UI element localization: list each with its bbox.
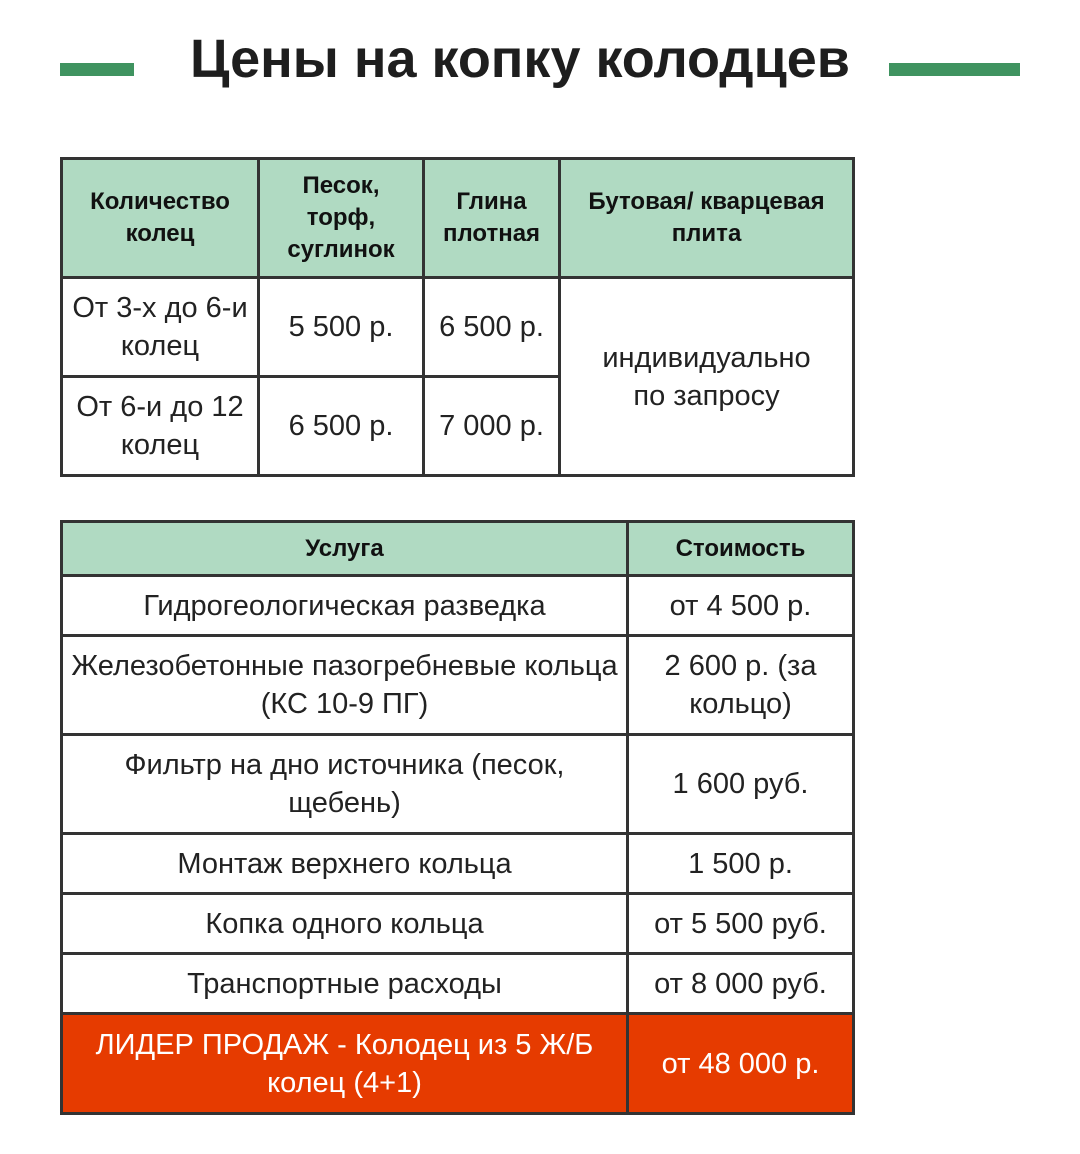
service-cost: от 5 500 руб.	[628, 894, 854, 954]
table-row	[62, 954, 854, 1014]
service-name: Транспортные расходы	[62, 954, 628, 1014]
sand-price: 6 500 р.	[259, 377, 424, 476]
rings-cell: От 6-и до 12 колец	[62, 377, 259, 476]
table-row	[62, 735, 854, 834]
soil-price-table	[60, 157, 855, 477]
header-cost: Стоимость	[628, 522, 854, 576]
title-decor-line-right	[889, 63, 1020, 76]
header-stone: Бутовая/ кварцевая плита	[560, 159, 854, 278]
service-name: Фильтр на дно источника (песок, щебень)	[62, 735, 628, 834]
leader-name: ЛИДЕР ПРОДАЖ - Колодец из 5 Ж/Б колец (4+1)	[62, 1014, 628, 1114]
leader-cost: от 48 000 р.	[628, 1014, 854, 1114]
header-service: Услуга	[62, 522, 628, 576]
stone-price: индивидуально по запросу	[560, 278, 854, 476]
table-row	[62, 576, 854, 636]
service-name: Железобетонные пазогребневые кольца (КС 10-9 ПГ)	[62, 636, 628, 735]
service-name: Монтаж верхнего кольца	[62, 834, 628, 894]
service-cost: 1 500 р.	[628, 834, 854, 894]
service-cost: от 8 000 руб.	[628, 954, 854, 1014]
clay-price: 7 000 р.	[424, 377, 560, 476]
header-sand: Песок, торф, суглинок	[259, 159, 424, 278]
table-row	[62, 636, 854, 735]
table-row	[62, 834, 854, 894]
rings-cell: От 3-х до 6-и колец	[62, 278, 259, 377]
table-row	[62, 278, 854, 377]
services-table	[60, 520, 855, 1115]
service-cost: от 4 500 р.	[628, 576, 854, 636]
page-title: Цены на копку колодцев	[189, 29, 851, 89]
header-rings: Количество колец	[62, 159, 259, 278]
header-clay: Глина плотная	[424, 159, 560, 278]
service-name: Гидрогеологическая разведка	[62, 576, 628, 636]
service-cost: 2 600 р. (за кольцо)	[628, 636, 854, 735]
service-cost: 1 600 руб.	[628, 735, 854, 834]
service-name: Копка одного кольца	[62, 894, 628, 954]
leader-row	[62, 1014, 854, 1114]
clay-price: 6 500 р.	[424, 278, 560, 377]
sand-price: 5 500 р.	[259, 278, 424, 377]
table-row	[62, 894, 854, 954]
